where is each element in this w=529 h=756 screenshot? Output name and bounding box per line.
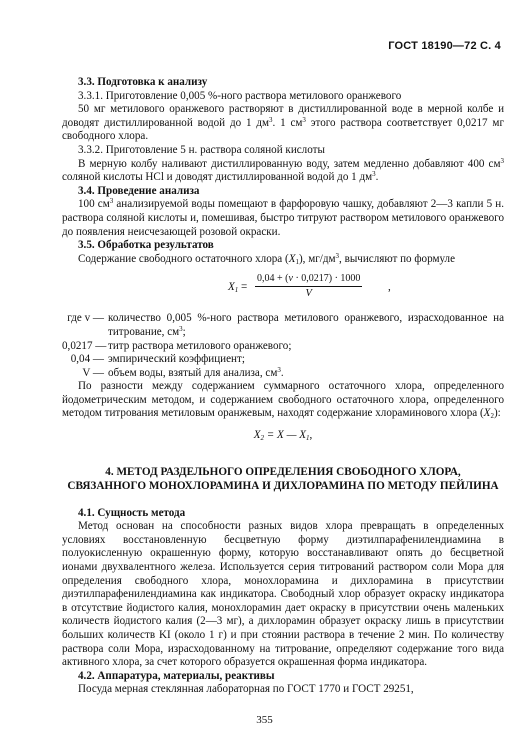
running-header: ГОСТ 18190—72 С. 4 — [388, 40, 501, 52]
formula-legend — [62, 312, 504, 380]
section-3-4-heading: 3.4. Проведение анализа — [78, 184, 200, 197]
subsection-3-3-1: 3.3.1. Приготовление 0,005 %-ного раствора метилового оранжевого — [78, 89, 402, 102]
formula-x1: $X_1$ = $\frac{0,04 + (v \cdot 0,0217) \cdot 1000}{V}$ , — [228, 273, 391, 299]
paragraph-chloramine-difference: По разности между содержанием суммарного остаточного хлора, определенного йодометрическим методом, и содержанием свободного остаточного хлора, определенного методом титрования метиловым оранжевым, находят содержание хлораминового хлора $(X_2)$: — [62, 380, 504, 421]
formula-x2: $X_2 = X$ — $X_1$, — [253, 429, 313, 443]
paragraph-formula-intro: Содержание свободного остаточного хлора $(X_1)$, $мг/дм^3$, вычисляют по формуле — [78, 251, 456, 266]
legend-row: 0,0217 — титр раствора метилового оранжевого; — [62, 339, 292, 352]
legend-row: 0,04 — эмпирический коэффициент; — [70, 353, 245, 366]
page-body — [62, 76, 504, 697]
formula-denominator: V — [305, 287, 312, 299]
page-number: 355 — [256, 714, 273, 726]
section-4-1-heading: 4.1. Сущность метода — [78, 506, 186, 519]
paragraph-equipment: Посуда мерная стеклянная лабораторная по ГОСТ 1770 и ГОСТ 29251, — [78, 683, 414, 696]
chapter-4-heading: 4. МЕТОД РАЗДЕЛЬНОГО ОПРЕДЕЛЕНИЯ СВОБОДНОГО ХЛОРА, СВЯЗАННОГО МОНОХЛОРАМИНА И ДИХЛОРАМИНА ПО МЕТОДУ ПЕЙЛИНА — [67, 465, 499, 492]
section-3-5-heading: 3.5. Обработка результатов — [78, 239, 214, 252]
section-3-3-heading: 3.3. Подготовка к анализу — [78, 76, 208, 88]
paragraph-hcl-prep: В мерную колбу наливают дистиллированную воду, затем медленно добавляют 400 $см^3$ соляной кислоты HCl и доводят дистиллированной водой до 1 $дм^3$. — [62, 156, 504, 184]
formula-numerator: 0,04 + (v · 0,0217) · 1000 — [255, 272, 362, 287]
paragraph-methyl-orange-prep: 50 мг метилового оранжевого растворяют в дистиллированной воде в мерной колбе и доводят дистиллированной водой до 1 $дм^3$. 1 $см^3$ этого раствора соответствует 0,0217 мг свободного хлора. — [62, 103, 504, 143]
paragraph-analysis: 100 $см^3$ анализируемой воды помещают в фарфоровую чашку, добавляют 2—3 капли 5 н. раствора соляной кислоты и, помешивая, быстро титруют раствором метилового оранжевого до появления неисчезающей розовой окраски. — [62, 197, 505, 238]
subsection-3-3-2: 3.3.2. Приготовление 5 н. раствора соляной кислоты — [78, 143, 325, 156]
paragraph-method-essence: Метод основан на способности разных видов хлора превращать в определенных условиях восстановленную бесцветную форму диэтилпарафенилендиамина в полуокисленную окрашенную форму, которую восстанавливают опять до бесцветной ионами двухвалентного железа. Используется серия титрований раствором соли Мора для определения свободного хлора, монохлорамина и дихлорамина в присутствии диэтилпарафенилендиамина как индикатора. Свободный хлор образует окраску индикатора в отсутствие йодистого калия, монохлорамин дает окраску в присутствии очень маленьких количеств йодистого калия (2—3 мг), а дихлорамин образует окраску лишь в присутствии больших количеств KI (около 1 г) и при стоянии раствора в течение 2 мин. По количеству раствора соли Мора, израсходованному на титрование, определяют содержание того вида активного хлора, за счет которого образуется окрашенная форма индикатора. — [62, 520, 504, 669]
legend-row: где v — количество 0,005 %-ного раствора метилового оранжевого, израсходованное на титрование, $см^3$; — [67, 312, 504, 338]
formula-fraction — [255, 272, 362, 300]
section-4-2-heading: 4.2. Аппаратура, материалы, реактивы — [78, 669, 275, 682]
legend-row: V — объем воды, взятый для анализа, $см^3$. — [82, 365, 284, 379]
